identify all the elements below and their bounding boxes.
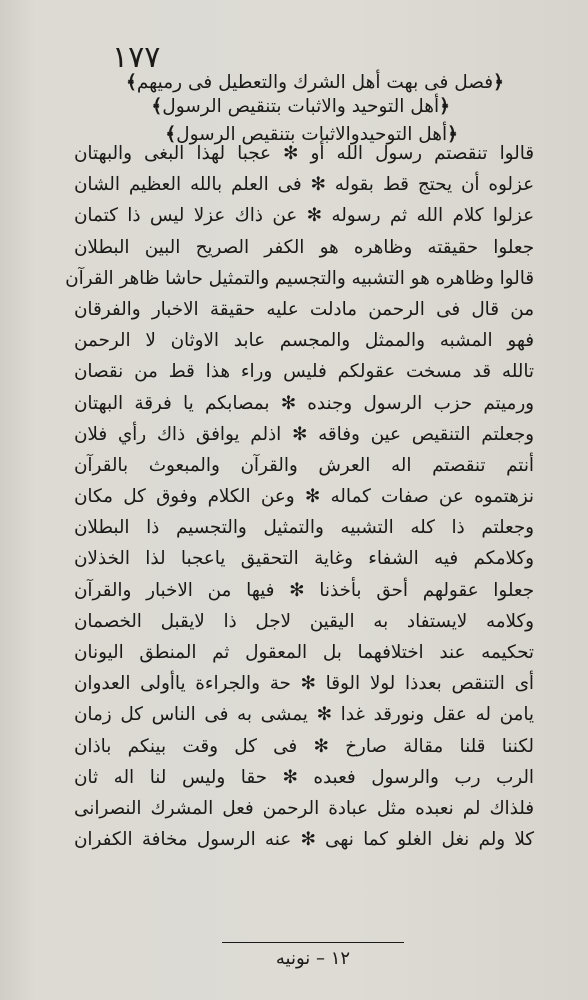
poem-line: قالوا تنقصتم رسول الله أو ✻ عجبا لهذا البغى والبهتان [74, 143, 534, 164]
poem-line: من قال فى الرحمن مادلت عليه حقيقة الاخبار والفرقان [74, 298, 534, 320]
open-bracket: ﴿ [447, 124, 458, 145]
poem-line: قالوا وظاهره هو التشبيه والتجسيم والتمثيل حاشا ظاهر القرآن [65, 267, 534, 289]
poem-line: وجعلتم التنقيص عين وفاقه ✻ اذلم يوافق ذاك رأي فلان [74, 423, 534, 445]
chapter-heading-text-3: أهل التوحيدوالاثبات بتنقيص الرسول [176, 124, 448, 145]
chapter-heading-text-2: أهل التوحيد والاثبات بتنقيص الرسول [162, 96, 440, 117]
poem-line: فهو المشبه والممثل والمجسم عابد الاوثان لا الرحمن [74, 330, 534, 352]
poem-line: وكلامه لايستفاد به اليقين لاجل ذا لايقبل الخصمان [74, 610, 534, 632]
chapter-heading-line-1 [126, 72, 504, 93]
close-bracket: ﴾ [125, 72, 137, 93]
open-bracket: ﴿ [439, 96, 450, 117]
close-bracket: ﴾ [151, 96, 163, 117]
footer-divider [222, 942, 404, 943]
poem-line: عزلوا كلام الله ثم رسوله ✻ عن ذاك عزلا ليس ذا كتمان [74, 205, 534, 227]
chapter-heading-line-2 [151, 96, 450, 117]
poem-line: تحكيمه عند اختلافهما بل المعقول ثم المنطق اليونان [74, 642, 534, 663]
poem-line: الرب رب والرسول فعبده ✻ حقا وليس لنا اله ثان [74, 766, 534, 788]
poem-line: جعلوا حقيقته وظاهره هو الكفر الصريح البين البطلان [74, 236, 534, 258]
poem-line: كلا ولم نغل الغلو كما نهى ✻ عنه الرسول مخافة الكفران [74, 829, 534, 851]
poem-line: جعلوا عقولهم أحق بأخذنا ✻ فيها من الاخبار والقرآن [74, 579, 534, 601]
chapter-heading-text-1: فصل فى بهت أهل الشرك والتعطيل فى رميهم [136, 72, 494, 93]
poem-line: فلذاك لم نعبده مثل عبادة الرحمن فعل المشرك النصرانى [74, 797, 534, 819]
open-bracket: ﴿ [493, 72, 504, 93]
poem-line: وكلامكم فيه الشفاء وغاية التحقيق ياعجبا لذا الخذلان [74, 548, 534, 570]
footer-signature: ١٢ – نونيه [275, 948, 351, 969]
poem-line: يامن له عقل ونورقد غدا ✻ يمشى به فى الناس كل زمان [74, 704, 534, 726]
close-bracket: ﴾ [165, 124, 177, 145]
poem-line: أى التنقص بعدذا لولا الوقا ✻ حة والجراءة ياأولى العدوان [74, 673, 534, 695]
poem-line: ورميتم حزب الرسول وجنده ✻ بمصابكم يا فرقة البهتان [74, 392, 534, 414]
page-number: ١٧٧ [112, 40, 161, 75]
poem-lines [65, 138, 534, 855]
poem-line: تالله قد مسخت عقولكم فليس وراء هذا قط من نقصان [74, 361, 534, 383]
poem-line: أنتم تنقصتم اله العرش والقرآن والمبعوث بالقرآن [74, 454, 534, 476]
poem-line: لكننا قلنا مقالة صارخ ✻ فى كل وقت بينكم باذان [74, 735, 534, 757]
poem-line: وجعلتم ذا كله التشبيه والتمثيل والتجسيم ذا البطلان [74, 517, 534, 539]
poem-line: نزهتموه عن صفات كماله ✻ وعن الكلام وفوق كل مكان [74, 486, 534, 508]
poem-line: عزلوه أن يحتج قط بقوله ✻ فى العلم بالله العظيم الشان [74, 174, 534, 196]
